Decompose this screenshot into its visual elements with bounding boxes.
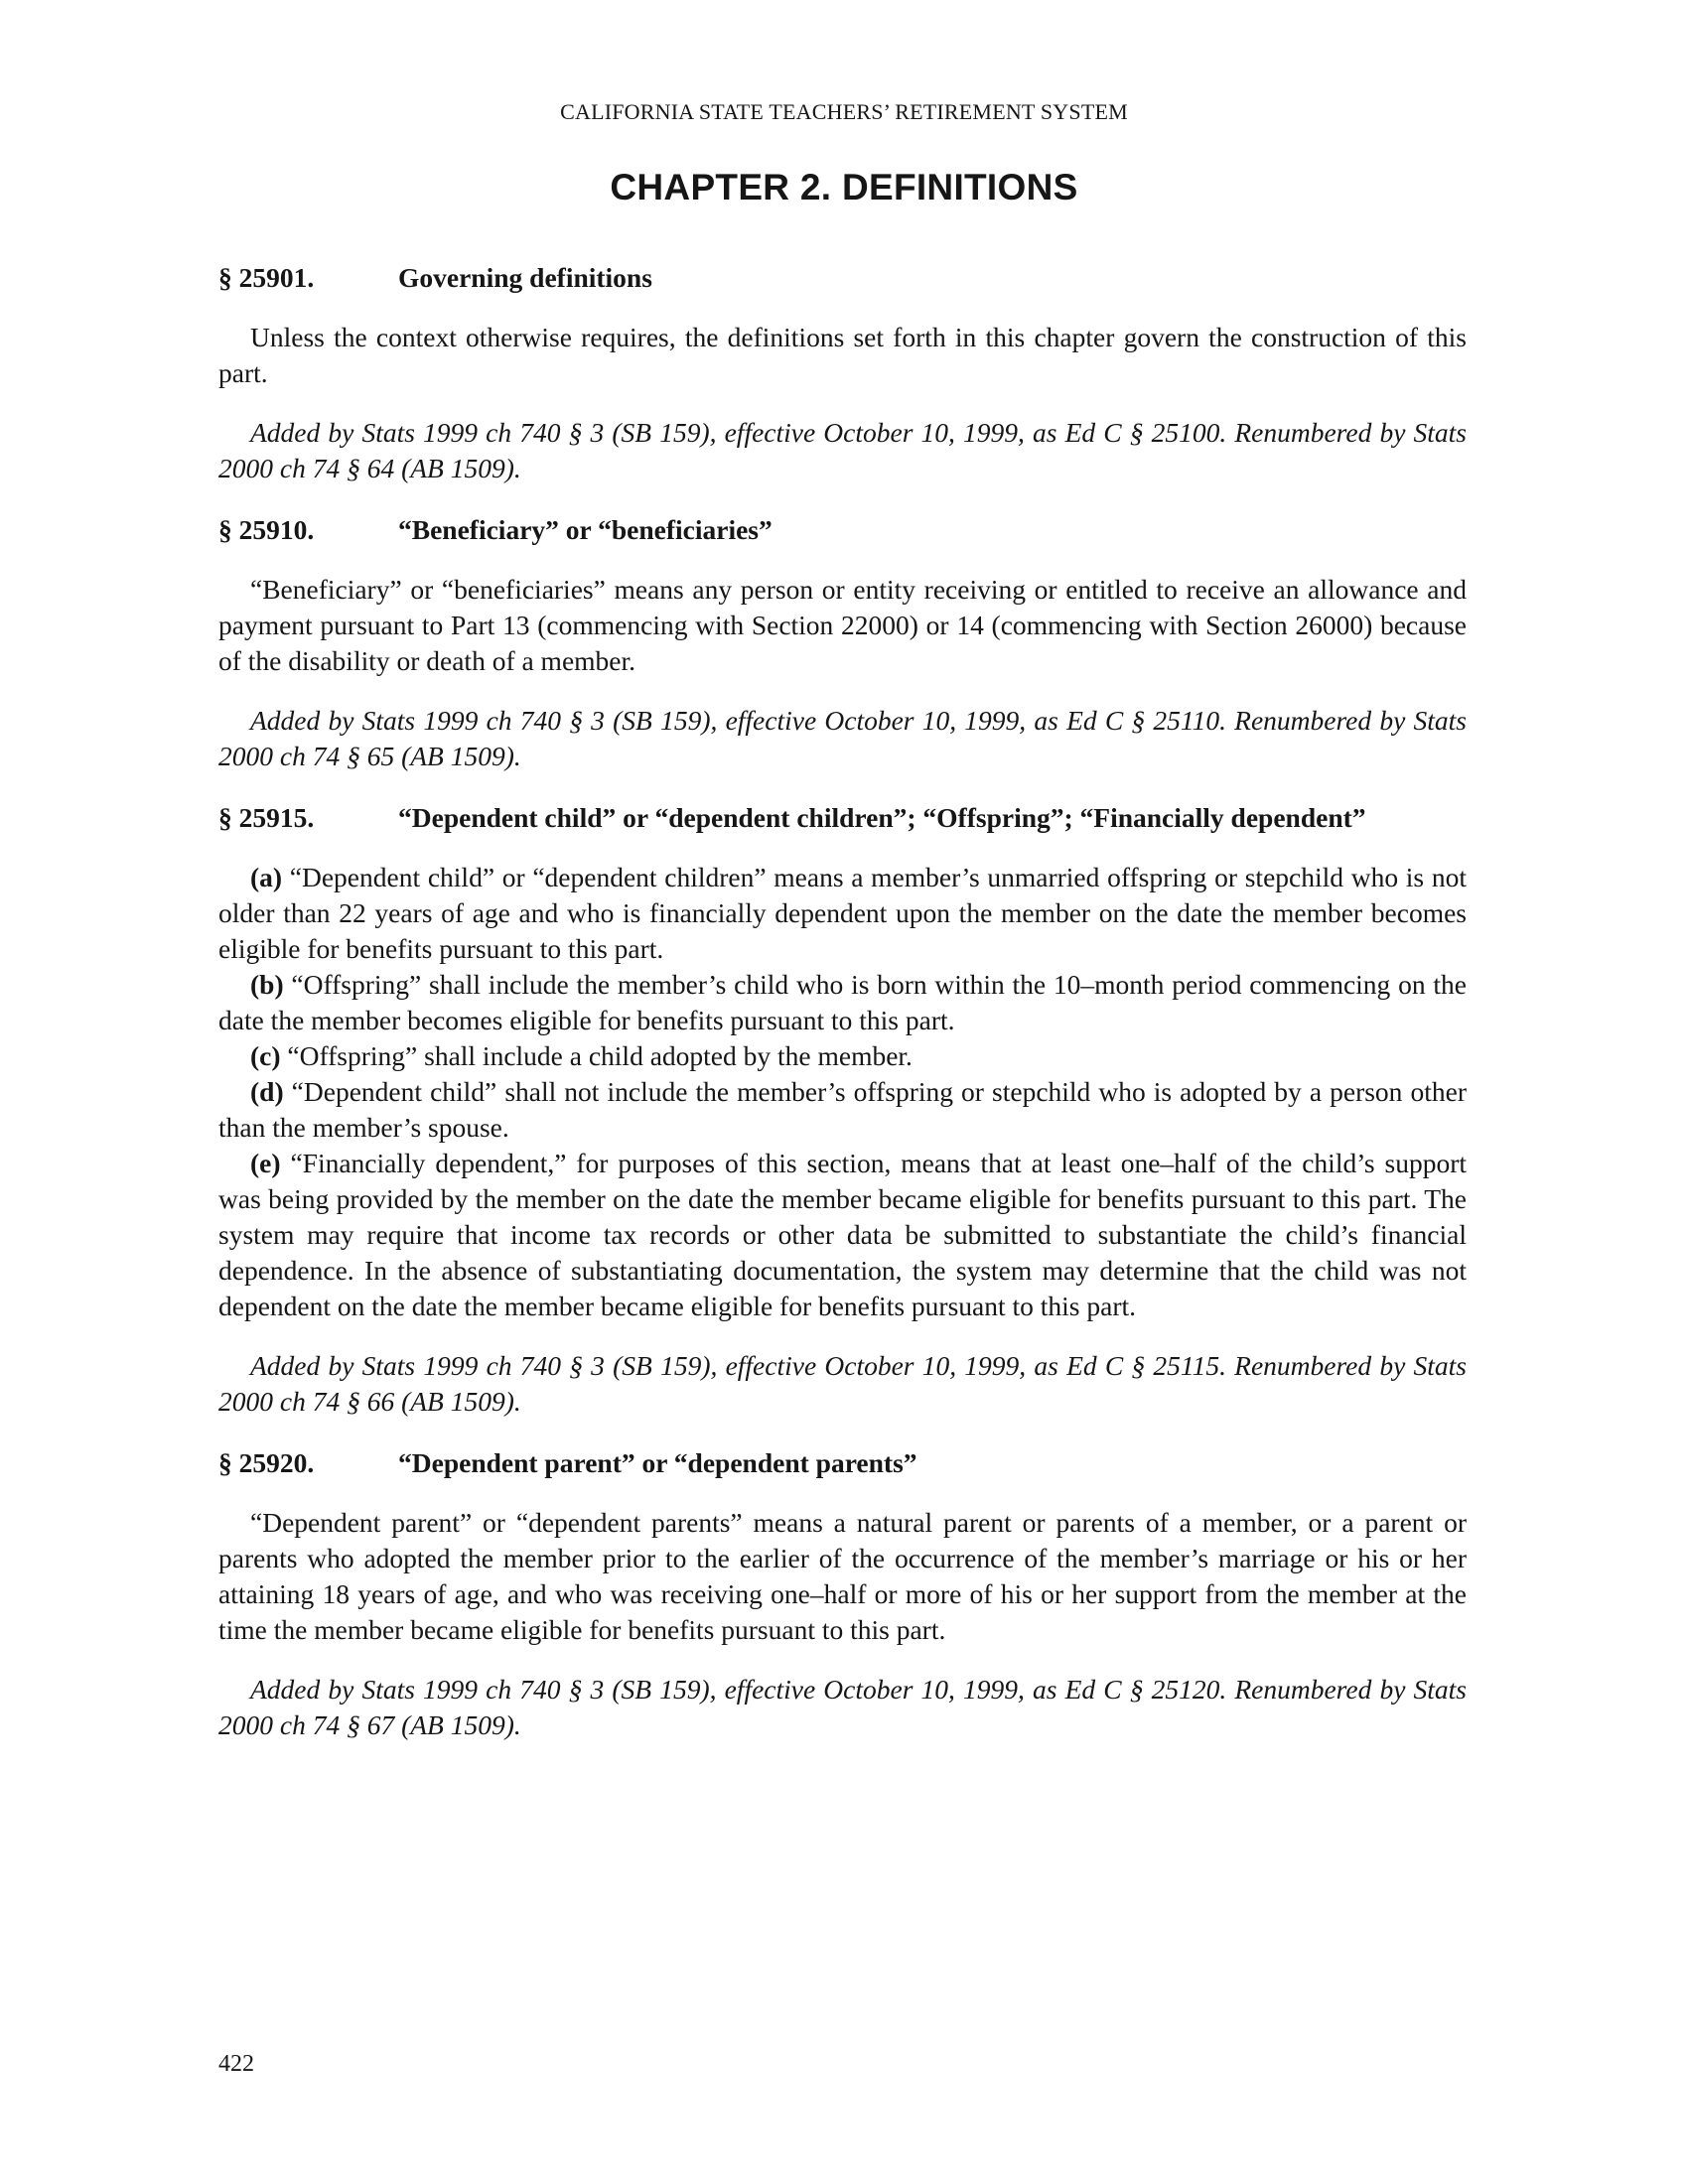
section-title: “Dependent parent” or “dependent parents” bbox=[398, 1447, 917, 1478]
section-history-note: Added by Stats 1999 ch 740 § 3 (SB 159), effective October 10, 1999, as Ed C § 25115. Renumbered by Stats 2000 ch 74 § 66 (AB 1509). bbox=[218, 1350, 1467, 1417]
subdivision-e bbox=[218, 1146, 1467, 1324]
section-body: Unless the context otherwise requires, the definitions set forth in this chapter govern the construction of this part. bbox=[218, 322, 1467, 388]
section-title: Governing definitions bbox=[398, 262, 652, 293]
subdivision-text: “Offspring” shall include the member’s child who is born within the 10–month period commencing on the date the member becomes eligible for benefits pursuant to this part. bbox=[218, 969, 1467, 1035]
chapter-title: CHAPTER 2. DEFINITIONS bbox=[610, 167, 1078, 207]
section-heading bbox=[218, 512, 1467, 548]
section-history-note: Added by Stats 1999 ch 740 § 3 (SB 159), effective October 10, 1999, as Ed C § 25120. Renumbered by Stats 2000 ch 74 § 67 (AB 1509). bbox=[218, 1674, 1467, 1740]
subdivision-label: (e) bbox=[250, 1148, 281, 1178]
section-body: “Beneficiary” or “beneficiaries” means any person or entity receiving or entitled to receive an allowance and payment pursuant to Part 13 (commencing with Section 22000) or 14 (commencing with Section 26000) because of the disability or death of a member. bbox=[218, 574, 1467, 676]
section-title: “Dependent child” or “dependent children”; “Offspring”; “Financially dependent” bbox=[398, 802, 1366, 833]
subdivision-text: “Dependent child” shall not include the member’s offspring or stepchild who is adopted by a person other than the member’s spouse. bbox=[218, 1076, 1467, 1143]
section-heading bbox=[218, 1445, 1467, 1481]
subdivision-c bbox=[218, 1038, 1467, 1074]
section-heading bbox=[218, 260, 1467, 296]
subdivision-a bbox=[218, 860, 1467, 967]
subdivision-text: “Offspring” shall include a child adopted by the member. bbox=[280, 1040, 913, 1071]
subdivision-label: (c) bbox=[250, 1040, 281, 1071]
section-25910 bbox=[218, 512, 1467, 774]
section-history-note: Added by Stats 1999 ch 740 § 3 (SB 159), effective October 10, 1999, as Ed C § 25110. Renumbered by Stats 2000 ch 74 § 65 (AB 1509). bbox=[218, 705, 1467, 771]
section-heading bbox=[218, 800, 1467, 836]
chapter-content bbox=[218, 260, 1467, 1743]
subdivision-label: (b) bbox=[250, 969, 284, 1000]
subdivision-b bbox=[218, 967, 1467, 1038]
section-title: “Beneficiary” or “beneficiaries” bbox=[398, 514, 773, 545]
subdivision-text: “Financially dependent,” for purposes of this section, means that at least one–half of the child’s support was being provided by the member on the date the member became eligible for benefits pursuant to this part. The system may require that income tax records or other data be submitted to substantiate the child’s financial dependence. In the absence of substantiating documentation, the system may determine that the child was not dependent on the date the member became eligible for benefits pursuant to this part. bbox=[218, 1148, 1467, 1321]
subdivision-text: “Dependent child” or “dependent children” means a member’s unmarried offspring or stepchild who is not older than 22 years of age and who is financially dependent upon the member on the date the member becomes eligible for benefits pursuant to this part. bbox=[218, 862, 1467, 964]
section-history-note: Added by Stats 1999 ch 740 § 3 (SB 159), effective October 10, 1999, as Ed C § 25100. Renumbered by Stats 2000 ch 74 § 64 (AB 1509). bbox=[218, 417, 1467, 483]
subdivision-label: (d) bbox=[250, 1076, 284, 1107]
section-number: § 25915. bbox=[218, 802, 315, 833]
section-number: § 25920. bbox=[218, 1447, 315, 1478]
section-25920 bbox=[218, 1445, 1467, 1743]
running-head: CALIFORNIA STATE TEACHERS’ RETIREMENT SYSTEM bbox=[560, 99, 1128, 124]
subdivision-label: (a) bbox=[250, 862, 283, 892]
section-number: § 25910. bbox=[218, 514, 315, 545]
section-number: § 25901. bbox=[218, 262, 315, 293]
section-25901 bbox=[218, 260, 1467, 486]
page-number: 422 bbox=[218, 2051, 254, 2077]
section-body: “Dependent parent” or “dependent parents” means a natural parent or parents of a member, or a parent or parents who adopted the member prior to the earlier of the occurrence of the member’s marriage or his or her attaining 18 years of age, and who was receiving one–half or more of his or her support from the member at the time the member became eligible for benefits pursuant to this part. bbox=[218, 1507, 1467, 1645]
section-25915 bbox=[218, 800, 1467, 1420]
subdivision-d bbox=[218, 1074, 1467, 1146]
